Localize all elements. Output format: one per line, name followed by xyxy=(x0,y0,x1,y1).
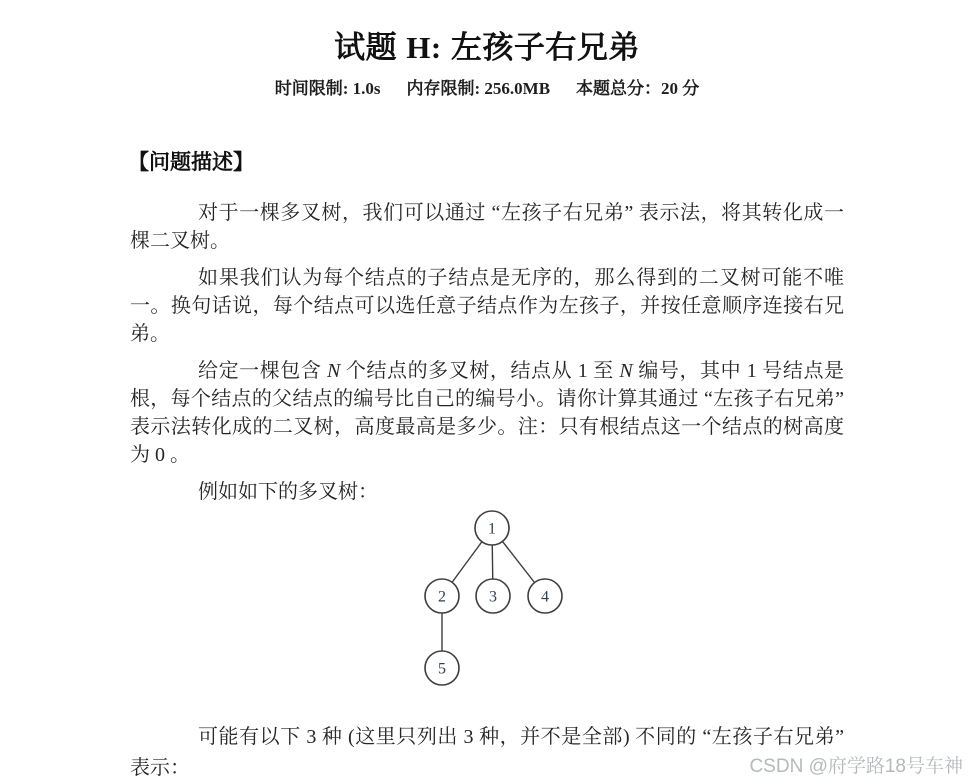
title-segment: 试题 xyxy=(334,30,407,65)
section-heading-problem-description: 【问题描述】 xyxy=(128,151,254,174)
paragraph-5: 可能有以下 3 种 (这里只列出 3 种，并不是全部) 不同的 “左孩子右兄弟” 表示： xyxy=(130,726,844,779)
title-problem-letter: H: xyxy=(406,30,442,65)
paragraph-3 xyxy=(130,357,844,469)
total-score: 本题总分：20 分 xyxy=(576,79,700,98)
text-segment: 个结点的多叉树，结点从 1 至 xyxy=(340,360,620,382)
page-title xyxy=(130,28,844,68)
memory-limit: 内存限制: 256.0MB xyxy=(406,79,551,98)
document-header xyxy=(130,0,844,100)
multiway-tree-figure xyxy=(380,495,610,695)
tree-node-label: 4 xyxy=(541,588,549,606)
text-segment: 编号，其中 1 号结点是根，每个结点的父结点的编号比自己的编号小。请你计算其通过 “左孩子右兄弟” 表示法转化成的二叉树，高度最高是多少。注：只有根结点这一个结点的树高度为 0 。 xyxy=(130,360,845,466)
tree-node-label: 1 xyxy=(488,520,496,538)
title-segment: 左孩子右兄弟 xyxy=(441,30,640,65)
math-variable-n: N xyxy=(619,360,633,382)
paragraph-2: 如果我们认为每个结点的子结点是无序的，那么得到的二叉树可能不唯一。换句话说，每个结点可以选任意子结点作为左孩子，并按任意顺序连接右兄弟。 xyxy=(130,267,844,345)
tree-node-label: 3 xyxy=(489,588,497,606)
bottom-paragraph-block xyxy=(130,722,844,784)
paragraph-4: 例如如下的多叉树： xyxy=(198,481,378,503)
text-segment: 给定一棵包含 xyxy=(198,360,327,382)
time-limit: 时间限制: 1.0s xyxy=(274,79,381,98)
paragraph-1: 对于一棵多叉树，我们可以通过 “左孩子右兄弟” 表示法，将其转化成一棵二叉树。 xyxy=(130,202,844,252)
tree-node-label: 5 xyxy=(438,660,446,678)
limits-line xyxy=(130,78,844,100)
math-variable-n: N xyxy=(326,360,341,382)
tree-node-label: 2 xyxy=(438,588,446,606)
watermark: CSDN @府学路18号车神 xyxy=(749,756,963,777)
problem-description-block xyxy=(130,199,844,515)
